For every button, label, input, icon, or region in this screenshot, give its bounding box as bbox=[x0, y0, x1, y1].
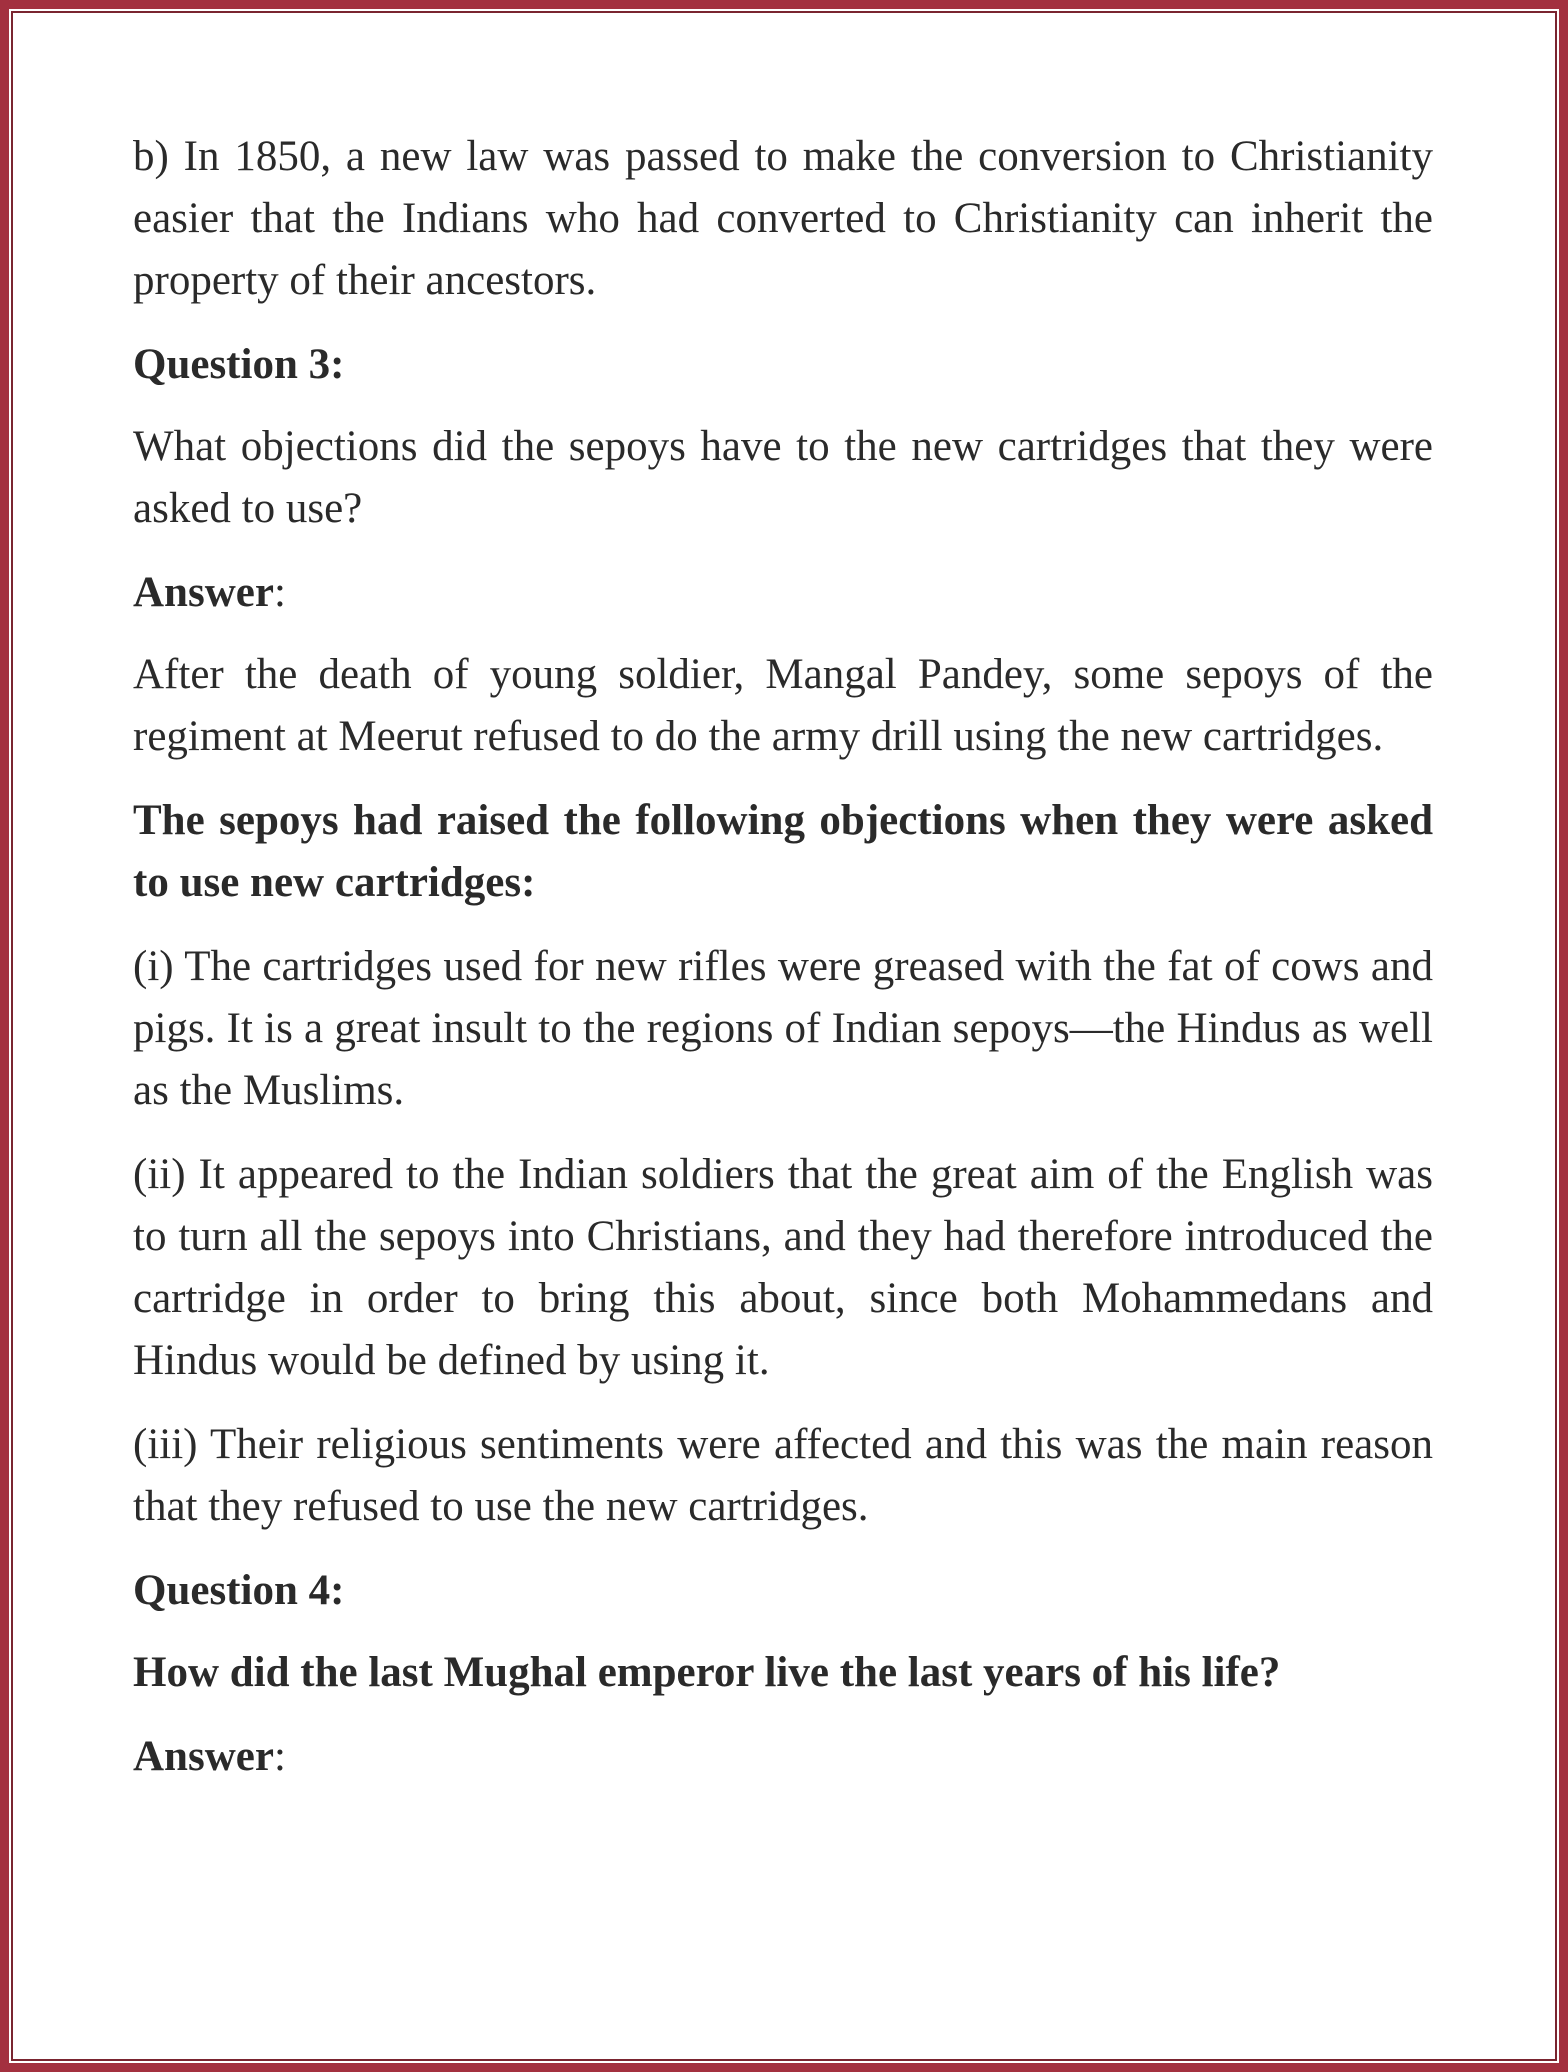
answer-label-text: Answer bbox=[133, 1733, 274, 1780]
answer-label-colon: : bbox=[273, 569, 286, 616]
question-4-text: How did the last Mughal emperor live the last years of his life? bbox=[133, 1649, 1281, 1696]
document-page bbox=[133, 126, 1433, 1808]
answer-3-intro: After the death of young soldier, Mangal Pandey, some sepoys of the regiment at Meerut refused to do the army drill using the new cartridges. bbox=[133, 651, 1433, 760]
answer-label-colon: : bbox=[273, 1733, 286, 1780]
objection-point-iii: (iii) Their religious sentiments were affected and this was the main reason that they refused to use the new cartridges. bbox=[133, 1421, 1433, 1530]
paragraph-b: b) In 1850, a new law was passed to make the conversion to Christianity easier that the Indians who had converted to Christianity can inherit the property of their ancestors. bbox=[133, 133, 1433, 304]
answer-3-label bbox=[133, 562, 1433, 624]
question-3-text: What objections did the sepoys have to the new cartridges that they were asked to use? bbox=[133, 423, 1433, 532]
answer-label-text: Answer bbox=[133, 569, 274, 616]
objection-point-ii: (ii) It appeared to the Indian soldiers that the great aim of the English was to turn all the sepoys into Christians, and they had therefore introduced the cartridge in order to bring this about, since both Mohammedans and Hindus would be defined by using it. bbox=[133, 1151, 1433, 1384]
answer-4-label bbox=[133, 1726, 1433, 1788]
question-4-heading: Question 4: bbox=[133, 1567, 345, 1614]
objection-point-i: (i) The cartridges used for new rifles were greased with the fat of cows and pigs. It is a great insult to the regions of Indian sepoys—the Hindus as well as the Muslims. bbox=[133, 943, 1433, 1114]
question-3-heading: Question 3: bbox=[133, 341, 345, 388]
answer-3-objections-heading: The sepoys had raised the following objections when they were asked to use new cartridges: bbox=[133, 797, 1433, 906]
